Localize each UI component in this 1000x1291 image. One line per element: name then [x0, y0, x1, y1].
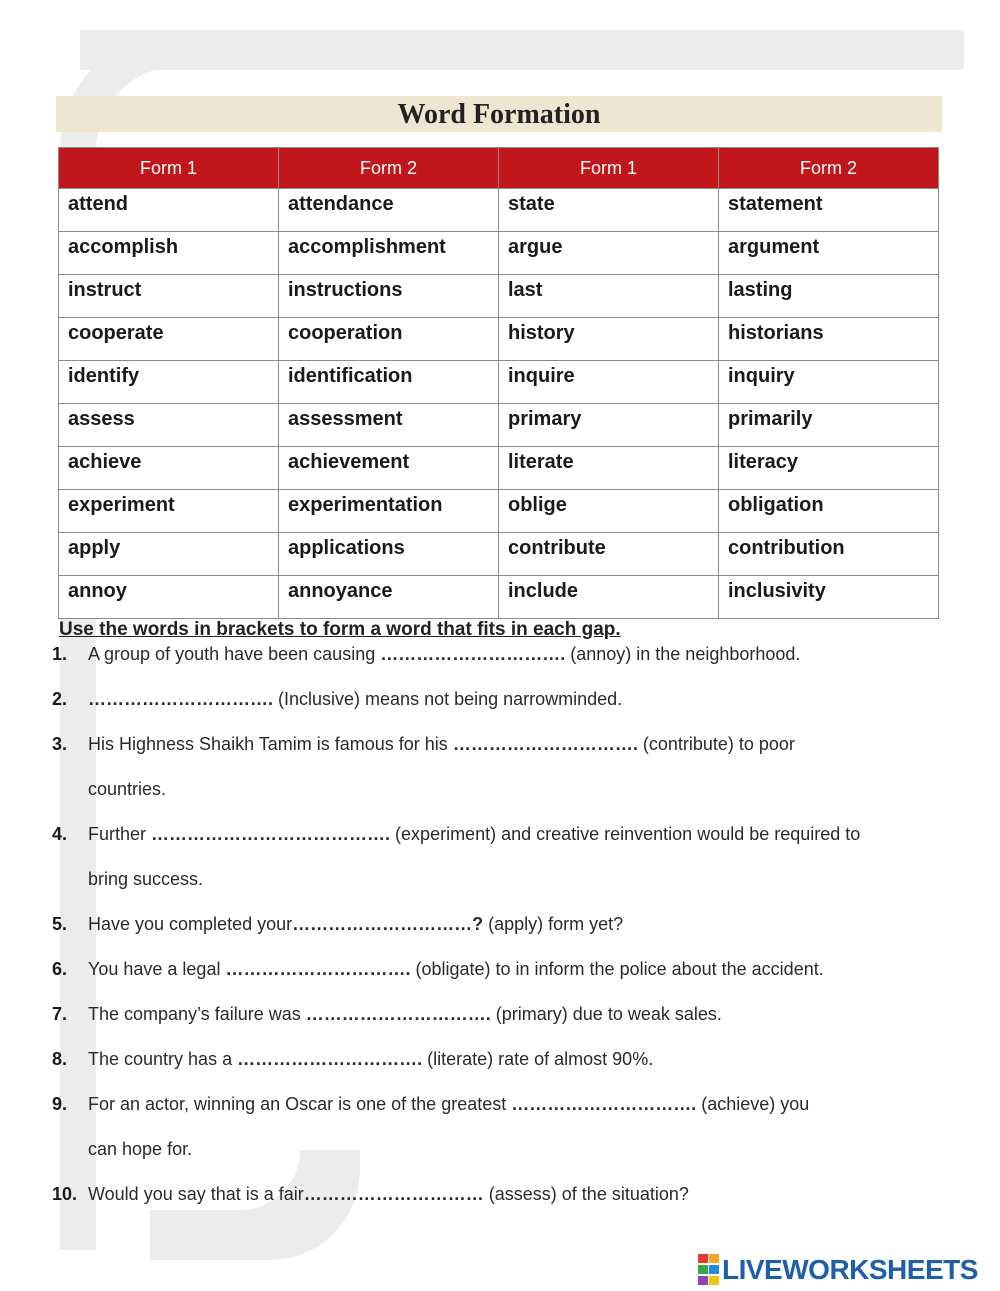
table-cell: attendance	[279, 189, 499, 232]
header-form2-b: Form 2	[719, 148, 939, 189]
table-cell: apply	[59, 533, 279, 576]
question-text	[88, 1091, 809, 1117]
question-item	[52, 1091, 952, 1136]
table-cell: experimentation	[279, 490, 499, 533]
word-formation-table	[58, 147, 939, 619]
question-text-before: A group of youth have been causing	[88, 644, 381, 664]
logo-square	[709, 1254, 719, 1263]
header-form1-b: Form 1	[499, 148, 719, 189]
question-item	[52, 911, 952, 956]
liveworksheets-logo	[698, 1255, 978, 1285]
table-row	[59, 447, 939, 490]
question-text-after: (contribute) to poor	[637, 734, 795, 754]
question-number: 5.	[52, 914, 68, 934]
answer-gap[interactable]: ………………………….	[225, 959, 411, 979]
table-row	[59, 490, 939, 533]
question-number: 6.	[52, 959, 68, 979]
table-cell: annoy	[59, 576, 279, 619]
table-cell: state	[499, 189, 719, 232]
answer-gap[interactable]: ………………………….	[380, 644, 566, 664]
question-text-before: Have you completed your	[88, 914, 293, 934]
title-bar	[56, 96, 942, 132]
table-cell: history	[499, 318, 719, 361]
table-row	[59, 189, 939, 232]
answer-gap[interactable]: ………………………….	[511, 1094, 697, 1114]
question-item	[52, 731, 952, 776]
question-item	[52, 1181, 952, 1226]
table-cell: literate	[499, 447, 719, 490]
table-cell: cooperate	[59, 318, 279, 361]
table-cell: oblige	[499, 490, 719, 533]
table-row	[59, 361, 939, 404]
question-continuation	[52, 866, 952, 911]
question-text	[88, 1001, 722, 1027]
logo-square	[698, 1254, 708, 1263]
question-text-before: Would you say that is a fair	[88, 1184, 304, 1204]
question-number: 7.	[52, 1004, 68, 1024]
decorative-band	[80, 30, 964, 70]
question-text-before: His Highness Shaikh Tamim is famous for his	[88, 734, 453, 754]
table-cell: annoyance	[279, 576, 499, 619]
question-text-after: (obligate) to in inform the police about the accident.	[410, 959, 824, 979]
question-text	[88, 686, 622, 712]
table-cell: inclusivity	[719, 576, 939, 619]
question-list	[52, 641, 952, 1226]
table-cell: cooperation	[279, 318, 499, 361]
question-text	[88, 1046, 653, 1072]
table-cell: include	[499, 576, 719, 619]
question-continuation-text: can hope for.	[88, 1139, 193, 1159]
question-item	[52, 821, 952, 866]
table-cell: applications	[279, 533, 499, 576]
question-number: 8.	[52, 1049, 68, 1069]
table-cell: literacy	[719, 447, 939, 490]
question-number: 2.	[52, 689, 68, 709]
table-cell: historians	[719, 318, 939, 361]
answer-gap[interactable]: …………………………	[303, 1184, 484, 1204]
table-cell: contribution	[719, 533, 939, 576]
question-text-before: For an actor, winning an Oscar is one of the greatest	[88, 1094, 512, 1114]
question-text	[88, 911, 623, 937]
table-row	[59, 404, 939, 447]
question-text-after: (annoy) in the neighborhood.	[565, 644, 801, 664]
table-row	[59, 576, 939, 619]
table-cell: assess	[59, 404, 279, 447]
answer-gap[interactable]: ………………………….	[452, 734, 638, 754]
instruction: Use the words in brackets to form a word that fits in each gap.	[59, 619, 621, 640]
table-row	[59, 275, 939, 318]
question-text-before: Further	[88, 824, 152, 844]
question-number: 10.	[52, 1184, 78, 1204]
question-item	[52, 686, 952, 731]
question-text	[88, 641, 800, 667]
answer-gap[interactable]: ………………………….	[305, 1004, 491, 1024]
table-row	[59, 318, 939, 361]
question-text-after: (experiment) and creative reinvention would be required to	[390, 824, 861, 844]
question-text-before: You have a legal	[88, 959, 226, 979]
table-cell: inquire	[499, 361, 719, 404]
table-cell: accomplishment	[279, 232, 499, 275]
table-cell: experiment	[59, 490, 279, 533]
logo-square	[698, 1276, 708, 1285]
table-cell: assessment	[279, 404, 499, 447]
question-item	[52, 641, 952, 686]
table-cell: accomplish	[59, 232, 279, 275]
table-header-row	[59, 148, 939, 189]
table-cell: achievement	[279, 447, 499, 490]
table-row	[59, 533, 939, 576]
table-cell: argue	[499, 232, 719, 275]
question-continuation	[52, 1136, 952, 1181]
table-cell: identification	[279, 361, 499, 404]
question-text-after: (Inclusive) means not being narrowminded.	[273, 689, 623, 709]
question-number: 9.	[52, 1094, 68, 1114]
question-text-after: (literate) rate of almost 90%.	[422, 1049, 654, 1069]
logo-icon	[698, 1254, 719, 1286]
question-continuation-text: bring success.	[88, 869, 204, 889]
question-item	[52, 1001, 952, 1046]
answer-gap[interactable]: ………………………….	[88, 689, 274, 709]
question-text-after: (primary) due to weak sales.	[490, 1004, 722, 1024]
question-continuation	[52, 776, 952, 821]
logo-square	[709, 1265, 719, 1274]
table-cell: instructions	[279, 275, 499, 318]
question-text	[88, 821, 860, 847]
question-text	[88, 731, 795, 757]
answer-gap[interactable]: ………………………….	[237, 1049, 423, 1069]
logo-text: LIVEWORKSHEETS	[722, 1254, 978, 1285]
question-item	[52, 1046, 952, 1091]
page-title: Word Formation	[397, 99, 601, 130]
question-number: 4.	[52, 824, 68, 844]
header-form2-a: Form 2	[279, 148, 499, 189]
table-cell: instruct	[59, 275, 279, 318]
table-cell: statement	[719, 189, 939, 232]
question-text-after: (apply) form yet?	[483, 914, 624, 934]
question-text	[88, 1181, 689, 1207]
table-row	[59, 232, 939, 275]
table-cell: obligation	[719, 490, 939, 533]
table-cell: lasting	[719, 275, 939, 318]
table-cell: primarily	[719, 404, 939, 447]
table-cell: identify	[59, 361, 279, 404]
answer-gap[interactable]: …………………………?	[292, 914, 484, 934]
question-number: 3.	[52, 734, 68, 754]
question-text-before: The company’s failure was	[88, 1004, 306, 1024]
table-cell: last	[499, 275, 719, 318]
table-cell: argument	[719, 232, 939, 275]
table-cell: contribute	[499, 533, 719, 576]
table-cell: primary	[499, 404, 719, 447]
logo-square	[698, 1265, 708, 1274]
table-cell: attend	[59, 189, 279, 232]
logo-square	[709, 1276, 719, 1285]
question-number: 1.	[52, 644, 68, 664]
table-cell: achieve	[59, 447, 279, 490]
question-text-before: The country has a	[88, 1049, 238, 1069]
table-cell: inquiry	[719, 361, 939, 404]
question-item	[52, 956, 952, 1001]
answer-gap[interactable]: ………………………………….	[151, 824, 391, 844]
question-continuation-text: countries.	[88, 779, 167, 799]
question-text	[88, 956, 824, 982]
question-text-after: (assess) of the situation?	[483, 1184, 689, 1204]
question-text-after: (achieve) you	[696, 1094, 810, 1114]
header-form1-a: Form 1	[59, 148, 279, 189]
